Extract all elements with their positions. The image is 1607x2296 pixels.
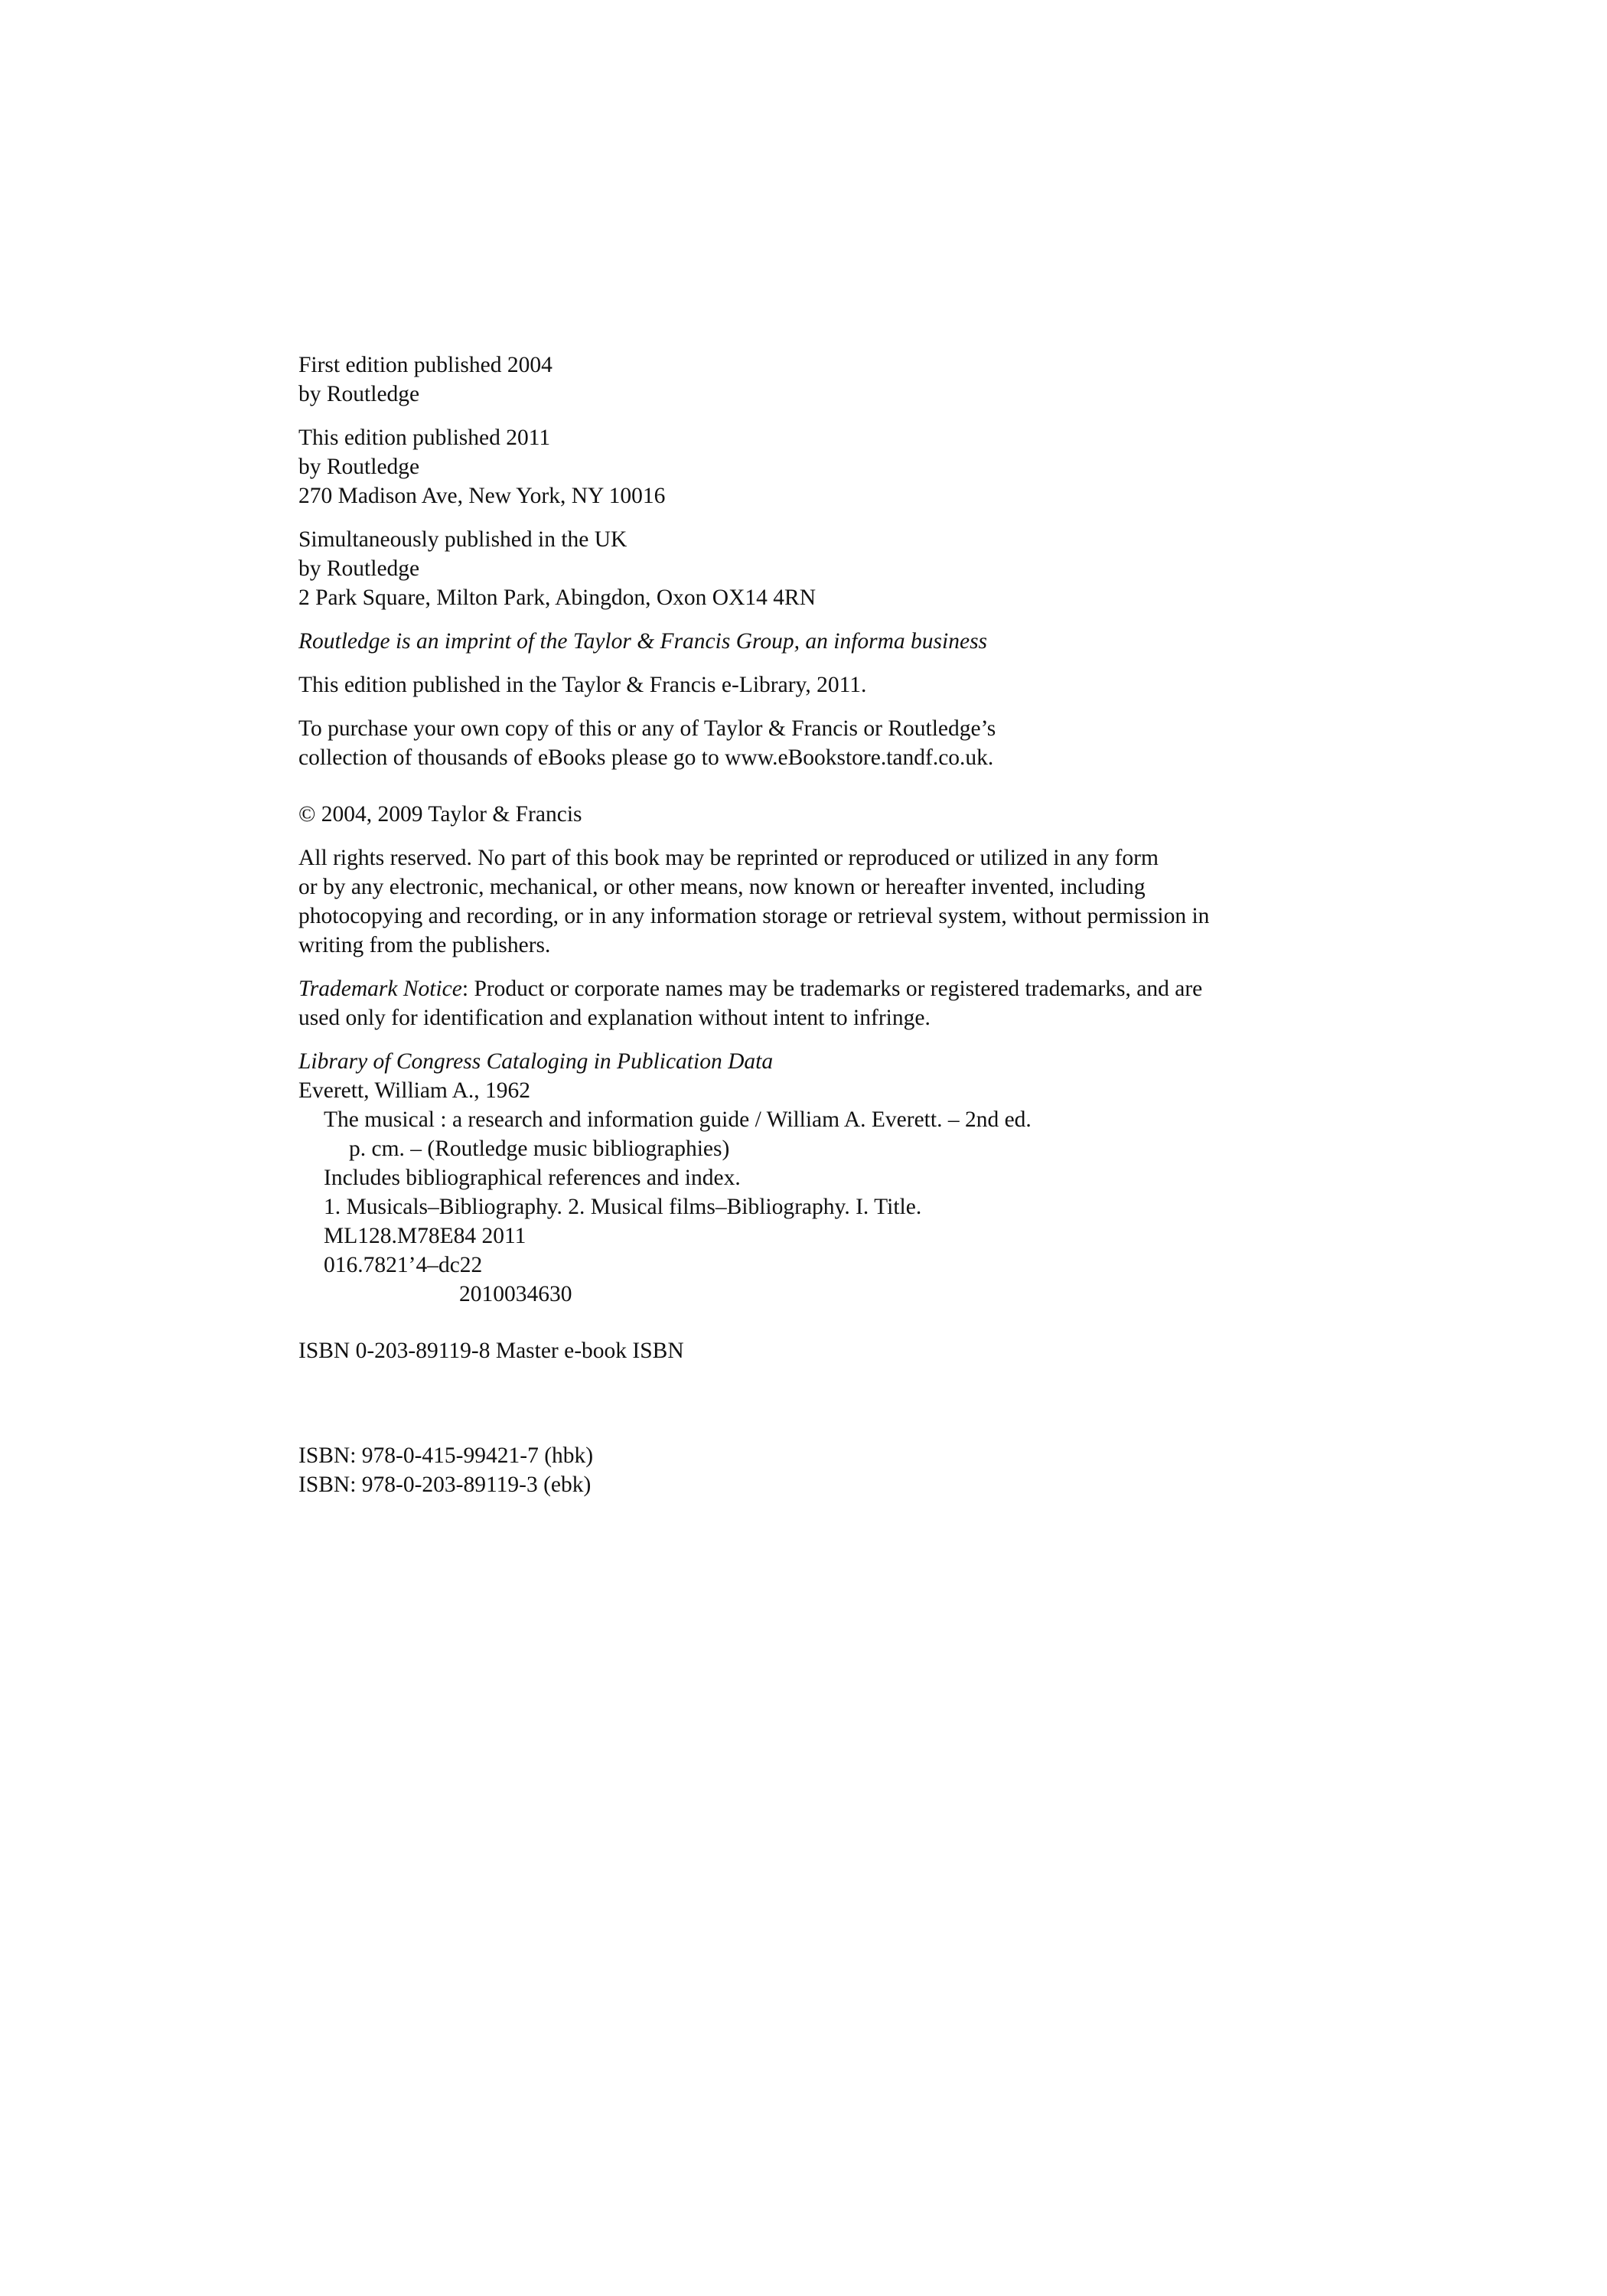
this-edition-line: This edition published 2011 [298,426,551,450]
trademark-line-1 [298,974,1385,1003]
isbn-block [298,1441,1385,1499]
elibrary-block [298,670,1385,700]
isbn-hbk: ISBN: 978-0-415-99421-7 (hbk) [298,1443,594,1468]
uk-edition-block [298,525,1385,612]
cip-lc-class: ML128.M78E84 2011 [324,1224,526,1248]
master-isbn-block [298,1336,1385,1365]
trademark-text: : Product or corporate names may be trademarks or registered trademarks, and are [461,977,1203,1001]
purchase-line-2: collection of thousands of eBooks please go to www.eBookstore.tandf.co.uk. [298,745,994,770]
copyright-notice: © 2004, 2009 Taylor & Francis [298,802,582,827]
rights-line-4: writing from the publishers. [298,933,551,957]
cip-physical: p. cm. – (Routledge music bibliographies) [349,1137,730,1161]
rights-block [298,843,1385,960]
trademark-label: Trademark Notice [298,977,462,1001]
rights-line-3: photocopying and recording, or in any information storage or retrieval system, without permission in [298,904,1210,928]
cip-title: The musical : a research and information guide / William A. Everett. – 2nd ed. [324,1107,1032,1132]
this-edition-publisher: by Routledge [298,455,420,479]
purchase-line-1: To purchase your own copy of this or any of Taylor & Francis or Routledge’s [298,716,996,741]
imprint-text [298,351,1385,1514]
imprint-note-block [298,627,1385,656]
rights-line-1: All rights reserved. No part of this book may be reprinted or reproduced or utilized in any form [298,846,1159,870]
purchase-block [298,714,1385,772]
elibrary-note: This edition published in the Taylor & Francis e-Library, 2011. [298,673,867,697]
imprint-note: Routledge is an imprint of the Taylor & Francis Group, an informa business [298,629,988,654]
copyright-block [298,800,1385,829]
uk-simultaneous-line: Simultaneously published in the UK [298,527,627,552]
uk-address: 2 Park Square, Milton Park, Abingdon, Oxon OX14 4RN [298,585,817,610]
this-edition-block [298,423,1385,510]
isbn-ebk: ISBN: 978-0-203-89119-3 (ebk) [298,1473,592,1497]
cip-author: Everett, William A., 1962 [298,1078,531,1103]
trademark-block [298,974,1385,1032]
trademark-line-2: used only for identification and explanation without intent to infringe. [298,1006,931,1030]
cip-includes: Includes bibliographical references and index. [324,1166,741,1190]
rights-line-2: or by any electronic, mechanical, or other means, now known or hereafter invented, including [298,875,1146,899]
uk-publisher: by Routledge [298,556,420,581]
first-edition-block [298,351,1385,409]
cip-heading: Library of Congress Cataloging in Publication Data [298,1049,774,1074]
cip-subjects: 1. Musicals–Bibliography. 2. Musical films–Bibliography. I. Title. [324,1195,922,1219]
cip-block [298,1047,1385,1309]
first-edition-publisher: by Routledge [298,382,420,406]
master-isbn: ISBN 0-203-89119-8 Master e-book ISBN [298,1339,684,1363]
cip-lccn: 2010034630 [459,1282,572,1306]
cip-dewey: 016.7821’4–dc22 [324,1253,483,1277]
first-edition-line: First edition published 2004 [298,353,553,377]
us-address: 270 Madison Ave, New York, NY 10016 [298,484,666,508]
